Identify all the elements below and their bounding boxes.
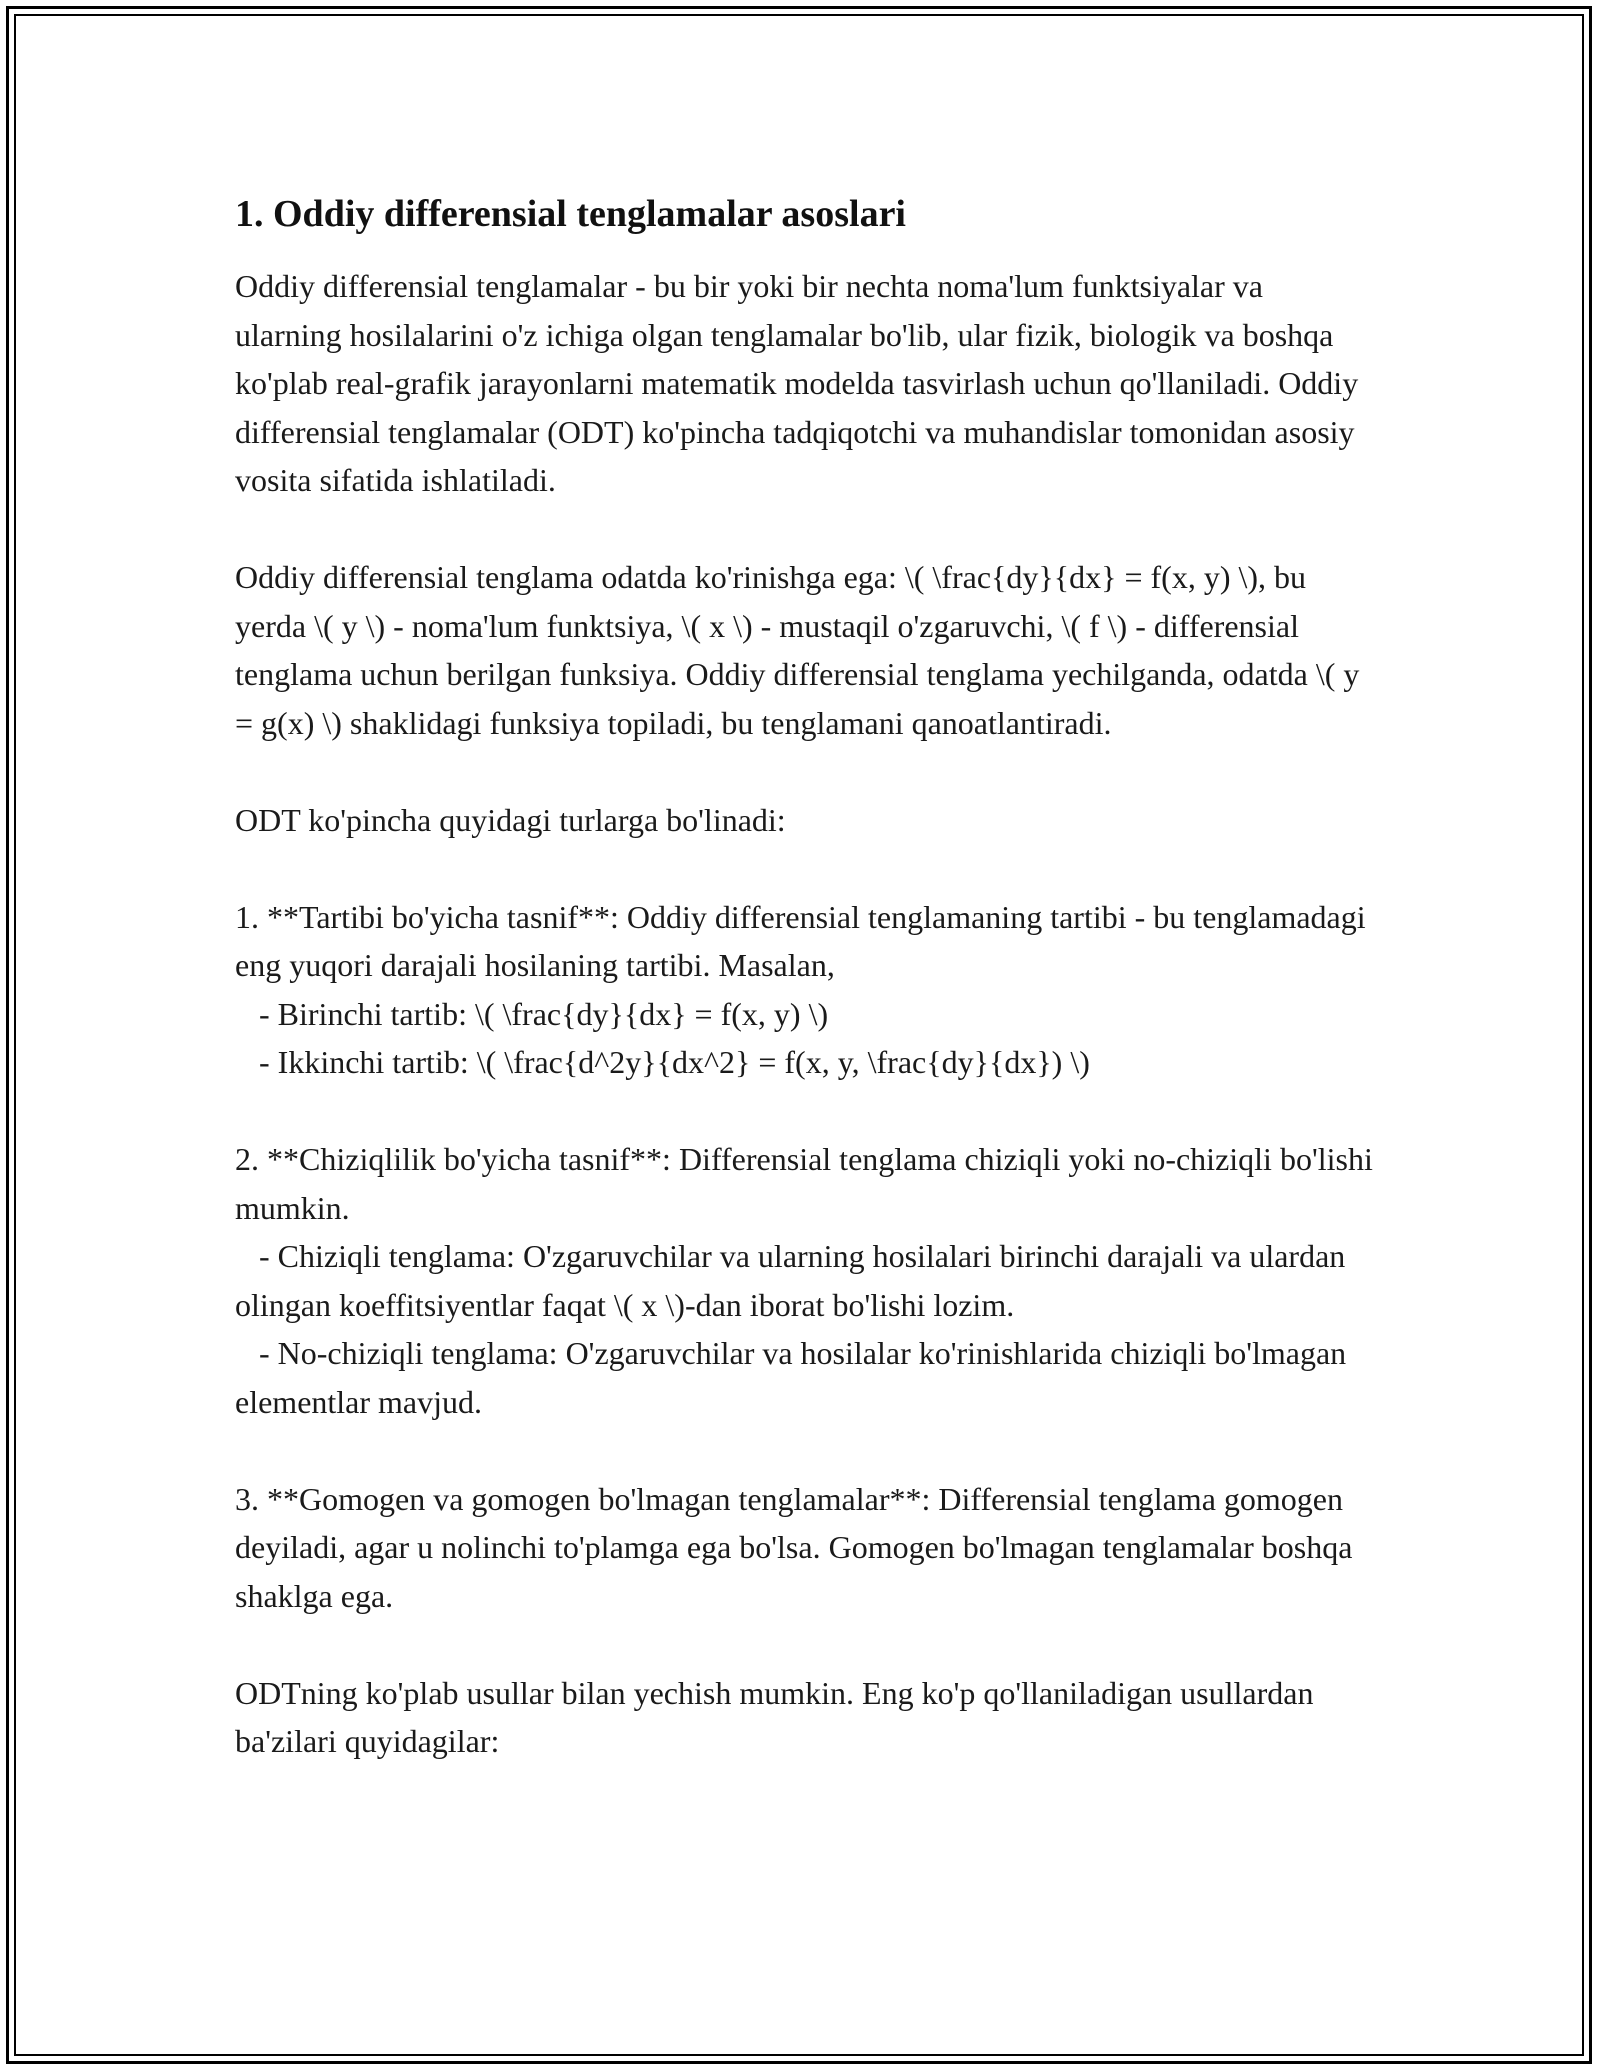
paragraph-gap bbox=[235, 747, 1375, 796]
list-item-order: 1. **Tartibi bo'yicha tasnif**: Oddiy differensial tenglamaning tartibi - bu tenglamadagi eng yuqori darajali hosilaning tartibi. Masalan, - Birinchi tartib: \( \frac{dy}{dx} = f(x, y) \) - Ikkinchi tartib: \( \frac{d^2y}{dx^2} = f(x, y, \frac{dy}{dx}) \) bbox=[235, 898, 1366, 1080]
section-heading: 1. Oddiy differensial tenglamalar asoslari bbox=[235, 193, 906, 235]
paragraph-gap bbox=[235, 505, 1375, 554]
paragraph-types-intro: ODT ko'pincha quyidagi turlarga bo'linadi: bbox=[235, 801, 786, 838]
paragraph-general-form: Oddiy differensial tenglama odatda ko'rinishga ega: \( \frac{dy}{dx} = f(x, y) \), bu yerda \( y \) - noma'lum funktsiya, \( x \) - mustaqil o'zgaruvchi, \( f \) - differensial tenglama uchun berilgan funksiya. Oddiy differensial tenglama yechilganda, odatda \( y = g(x) \) shaklidagi funksiya topiladi, bu tenglamani qanoatlantiradi. bbox=[235, 559, 1368, 741]
paragraph-gap bbox=[235, 1426, 1375, 1475]
list-item-homogeneous: 3. **Gomogen va gomogen bo'lmagan tenglamalar**: Differensial tenglama gomogen deyiladi, agar u nolinchi to'plamga ega bo'lsa. Gomogen bo'lmagan tenglamalar boshqa shaklga ega. bbox=[235, 1480, 1361, 1614]
paragraph-gap bbox=[235, 1620, 1375, 1669]
paragraph-gap bbox=[235, 844, 1375, 893]
paragraph-gap bbox=[235, 1087, 1375, 1136]
document-body bbox=[235, 186, 1375, 1766]
paragraph-methods-intro: ODTning ko'plab usullar bilan yechish mumkin. Eng ko'p qo'llaniladigan usullardan ba'zilari quyidagilar: bbox=[235, 1674, 1322, 1759]
list-item-linearity: 2. **Chiziqlilik bo'yicha tasnif**: Differensial tenglama chiziqli yoki no-chiziqli bo'lishi mumkin. - Chiziqli tenglama: O'zgaruvchilar va ularning hosilalari birinchi darajali va ulardan olingan koeffitsiyentlar faqat \( x \)-dan iborat bo'lishi lozim. - No-chiziqli tenglama: O'zgaruvchilar va hosilalar ko'rinishlarida chiziqli bo'lmagan elementlar mavjud. bbox=[235, 1141, 1373, 1420]
paragraph-intro: Oddiy differensial tenglamalar - bu bir yoki bir nechta noma'lum funktsiyalar va ularning hosilalarini o'z ichiga olgan tenglamalar bo'lib, ular fizik, biologik va boshqa ko'plab real-grafik jarayonlarni matematik modelda tasvirlash uchun qo'llaniladi. Oddiy differensial tenglamalar (ODT) ko'pincha tadqiqotchi va muhandislar tomonidan asosiy vosita sifatida ishlatiladi. bbox=[235, 268, 1367, 498]
